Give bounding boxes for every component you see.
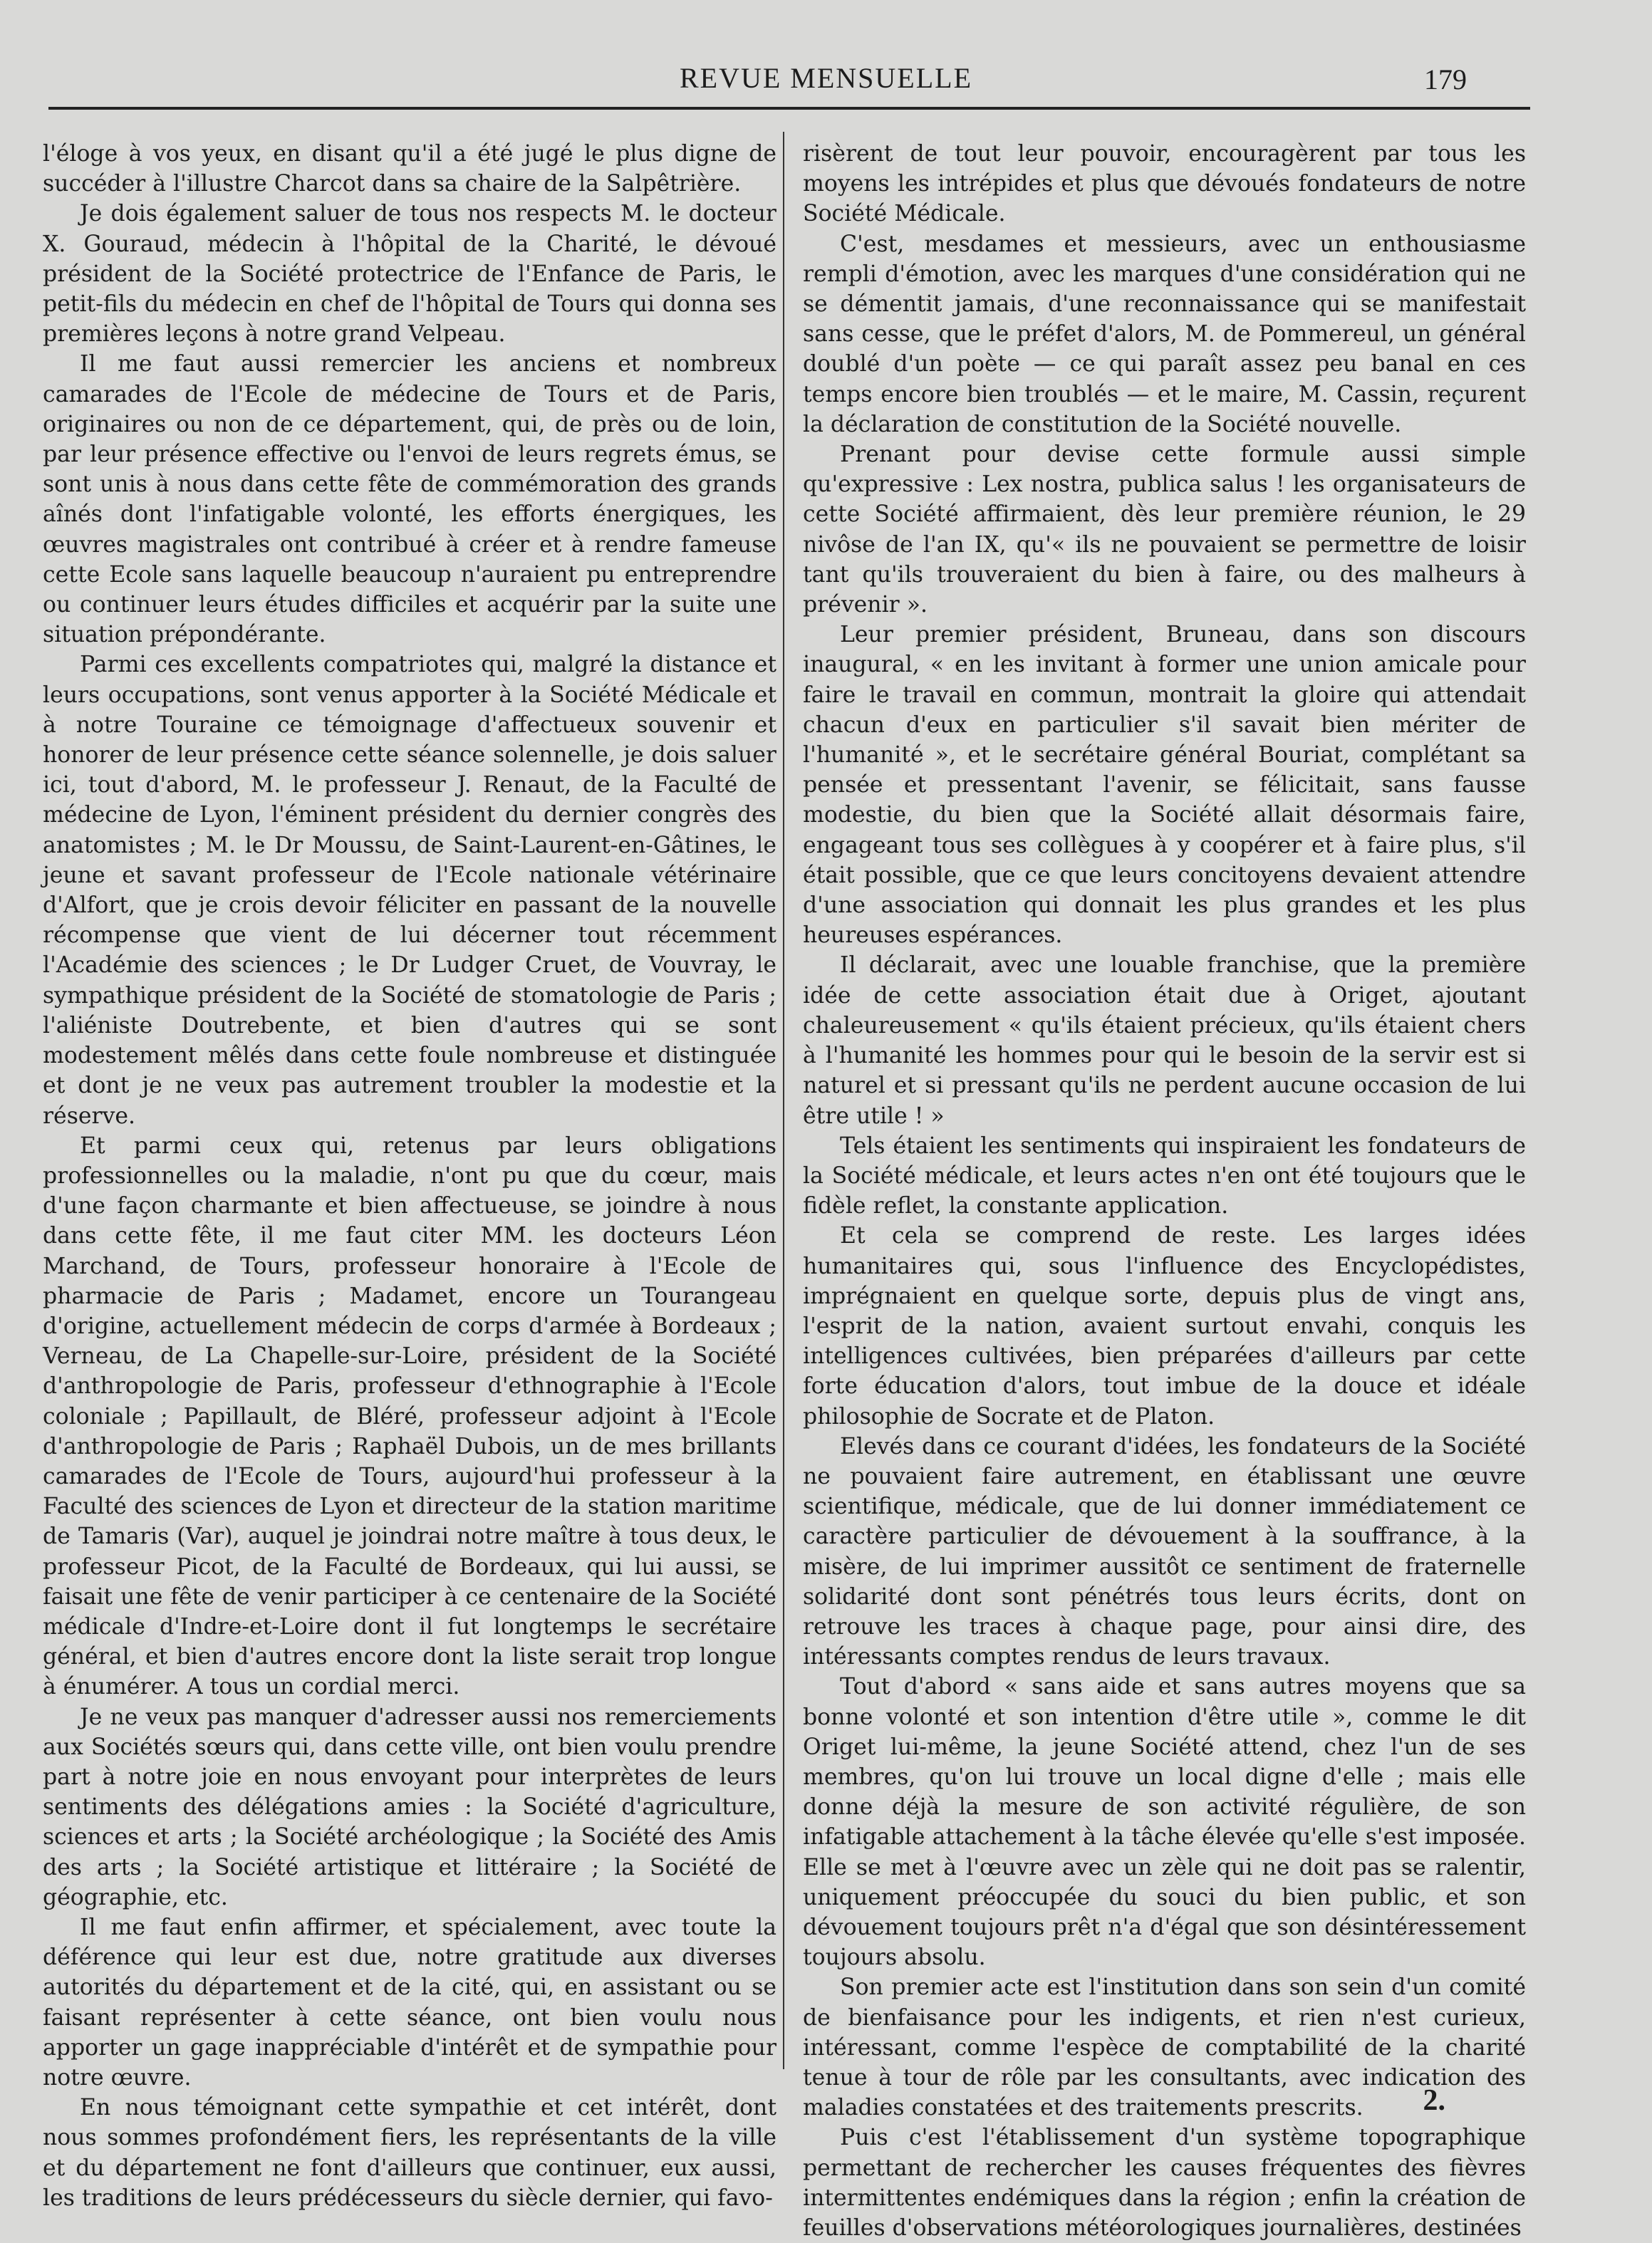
paragraph: Elevés dans ce courant d'idées, les fondateurs de la Société ne pouvaient faire autrement, en établissant une œuvre scientifique, médicale, que de lui donner immédiatement ce caractère particulier de dévouement à la souffrance, à la misère, de lui imprimer aussitôt ce sentiment de fraternelle solidarité dont sont pénétrés tous leurs écrits, dont on retrouve les traces à chaque page, pour ainsi dire, des intéressants comptes rendus de leurs travaux. <box>803 1433 1526 1670</box>
paragraph: risèrent de tout leur pouvoir, encouragèrent par tous les moyens les intrépides et plus que dévoués fondateurs de notre Société Médicale. <box>803 141 1526 227</box>
left-column <box>43 139 776 2213</box>
paragraph: Tout d'abord « sans aide et sans autres moyens que sa bonne volonté et son intention d'être utile », comme le dit Origet lui-même, la jeune Société attend, chez l'un de ses membres, qu'on lui trouve un local digne d'elle ; mais elle donne déjà la mesure de son activité régulière, de son infatigable attachement à la tâche élevée qu'elle s'est imposée. Elle se met à l'œuvre avec un zèle qui ne doit pas se ralentir, uniquement préoccupée du souci du bien public, et son dévouement toujours prêt n'a d'égal que son désintéressement toujours absolu. <box>803 1674 1526 1971</box>
paragraph: Son premier acte est l'institution dans son sein d'un comité de bienfaisance pour les indigents, et rien n'est curieux, intéressant, comme l'espèce de comptabilité de la charité tenue à tour de rôle par les consultants, avec indication des maladies constatées et des traitements prescrits. <box>803 1974 1526 2121</box>
paragraph: l'éloge à vos yeux, en disant qu'il a été jugé le plus digne de succéder à l'illustre Charcot dans sa chaire de la Salpêtrière. <box>43 141 776 197</box>
paragraph: Je ne veux pas manquer d'adresser aussi nos remerciements aux Sociétés sœurs qui, dans cette ville, ont bien voulu prendre part à notre joie en nous envoyant pour interprètes de leurs sentiments des délégations amies : la Société d'agriculture, sciences et arts ; la Société archéologique ; la Société des Amis des arts ; la Société artistique et littéraire ; la Société de géographie, etc. <box>43 1704 776 1910</box>
paragraph: Je dois également saluer de tous nos respects M. le docteur X. Gouraud, médecin à l'hôpital de la Charité, le dévoué président de la Société protectrice de l'Enfance de Paris, le petit-fils du médecin en chef de l'hôpital de Tours qui donna ses premières leçons à notre grand Velpeau. <box>43 201 776 348</box>
header-rule <box>48 107 1530 110</box>
paragraph: Il me faut aussi remercier les anciens et nombreux camarades de l'Ecole de médecine de Tours et de Paris, originaires ou non de ce département, qui, de près ou de loin, par leur présence effective ou l'envoi de leurs regrets émus, se sont unis à nous dans cette fête de commémoration des grands aînés dont l'infatigable volonté, les efforts énergiques, les œuvres magistrales ont contribué à créer et à rendre fameuse cette Ecole sans laquelle beaucoup n'auraient pu entreprendre ou continuer leurs études difficiles et acquérir par la suite une situation prépondérante. <box>43 351 776 648</box>
paragraph: Prenant pour devise cette formule aussi simple qu'expressive : Lex nostra, publica salus ! les organisateurs de cette Société affirmaient, dès leur première réunion, le 29 nivôse de l'an IX, qu'« ils ne pouvaient se permettre de loisir tant qu'ils trouveraient du bien à faire, ou des malheurs à prévenir ». <box>803 442 1526 618</box>
signature-mark: 2. <box>1423 2084 1445 2117</box>
paragraph: Tels étaient les sentiments qui inspiraient les fondateurs de la Société médicale, et leurs actes n'en ont été toujours que le fidèle reflet, la constante application. <box>803 1133 1526 1219</box>
paragraph: Et parmi ceux qui, retenus par leurs obligations professionnelles ou la maladie, n'ont pu que du cœur, mais d'une façon charmante et bien affectueuse, se joindre à nous dans cette fête, il me faut citer MM. les docteurs Léon Marchand, de Tours, professeur honoraire à l'Ecole de pharmacie de Paris ; Madamet, encore un Tourangeau d'origine, actuellement médecin de corps d'armée à Bordeaux ; Verneau, de La Chapelle-sur-Loire, président de la Société d'anthropologie de Paris, professeur d'ethnographie à l'Ecole coloniale ; Papillault, de Bléré, professeur adjoint à l'Ecole d'anthropologie de Paris ; Raphaël Dubois, un de mes brillants camarades de l'Ecole de Tours, aujourd'hui professeur à la Faculté des sciences de Lyon et directeur de la station maritime de Tamaris (Var), auquel je joindrai notre maître à tous deux, le professeur Picot, de la Faculté de Bordeaux, qui lui aussi, se faisait une fête de venir participer à ce centenaire de la Société médicale d'Indre-et-Loire dont il fut longtemps le secrétaire général, et bien d'autres encore dont la liste serait trop longue à énumérer. A tous un cordial merci. <box>43 1133 776 1700</box>
paragraph: Et cela se comprend de reste. Les larges idées humanitaires qui, sous l'influence des Encyclopédistes, imprégnaient en quelque sorte, depuis plus de vingt ans, l'esprit de la nation, avaient surtout envahi, conquis les intelligences cultivées, bien préparées d'ailleurs par cette forte éducation d'alors, tout imbue de la douce et idéale philosophie de Socrate et de Platon. <box>803 1223 1526 1430</box>
paragraph: Il déclarait, avec une louable franchise, que la première idée de cette association était due à Origet, ajoutant chaleureusement « qu'ils étaient précieux, qu'ils étaient chers à l'humanité les hommes pour qui le besoin de la servir est si naturel et si pressant qu'ils ne perdent aucune occasion de lui être utile ! » <box>803 952 1526 1129</box>
column-divider <box>783 132 784 2069</box>
paragraph: Parmi ces excellents compatriotes qui, malgré la distance et leurs occupations, sont venus apporter à la Société Médicale et à notre Touraine ce témoignage d'affectueux souvenir et honorer de leur présence cette séance solennelle, je dois saluer ici, tout d'abord, M. le professeur J. Renaut, de la Faculté de médecine de Lyon, l'éminent président du dernier congrès des anatomistes ; M. le Dr Moussu, de Saint-Laurent-en-Gâtines, le jeune et savant professeur de l'Ecole nationale vétérinaire d'Alfort, que je crois devoir féliciter en passant de la nouvelle récompense que vient de lui décerner tout récemment l'Académie des sciences ; le Dr Ludger Cruet, de Vouvray, le sympathique président de la Société de stomatologie de Paris ; l'aliéniste Doutrebente, et bien d'autres qui se sont modestement mêlés dans cette foule nombreuse et distinguée et dont je ne veux pas autrement troubler la modestie et la réserve. <box>43 652 776 1129</box>
page-number: 179 <box>1424 63 1467 95</box>
paragraph: Il me faut enfin affirmer, et spécialement, avec toute la déférence qui leur est due, notre gratitude aux diverses autorités du département et de la cité, qui, en assistant ou se faisant représenter à cette séance, ont bien voulu nous apporter un gage inappréciable d'intérêt et de sympathie pour notre œuvre. <box>43 1914 776 2091</box>
paragraph: Leur premier président, Bruneau, dans son discours inaugural, « en les invitant à former une union amicale pour faire le travail en commun, montrait la gloire qui attendait chacun d'eux en particulier s'il savait bien mériter de l'humanité », et le secrétaire général Bouriat, complétant sa pensée et pressentant l'avenir, se félicitait, sans fausse modestie, du bien que la Société allait désormais faire, engageant tous ses collègues à y coopérer et à faire plus, s'il était possible, que ce que leurs concitoyens devaient attendre d'une association qui donnait les plus grandes et les plus heureuses espérances. <box>803 622 1526 949</box>
paragraph: Puis c'est l'établissement d'un système topographique permettant de rechercher les causes fréquentes des fièvres intermittentes endémiques dans la région ; enfin la création de feuilles d'observations météorologiques journalières, destinées <box>803 2125 1526 2242</box>
right-column <box>803 139 1526 2243</box>
paragraph: En nous témoignant cette sympathie et cet intérêt, dont nous sommes profondément fiers, les représentants de la ville et du département ne font d'ailleurs que continuer, eux aussi, les traditions de leurs prédécesseurs du siècle dernier, qui favo- <box>43 2095 776 2211</box>
running-header-title: REVUE MENSUELLE <box>679 62 973 94</box>
paragraph: C'est, mesdames et messieurs, avec un enthousiasme rempli d'émotion, avec les marques d'une considération qui ne se démentit jamais, d'une reconnaissance qui se manifestait sans cesse, que le préfet d'alors, M. de Pommereul, un général doublé d'un poète — ce qui paraît assez peu banal en ces temps encore bien troublés — et le maire, M. Cassin, reçurent la déclaration de constitution de la Société nouvelle. <box>803 231 1526 437</box>
